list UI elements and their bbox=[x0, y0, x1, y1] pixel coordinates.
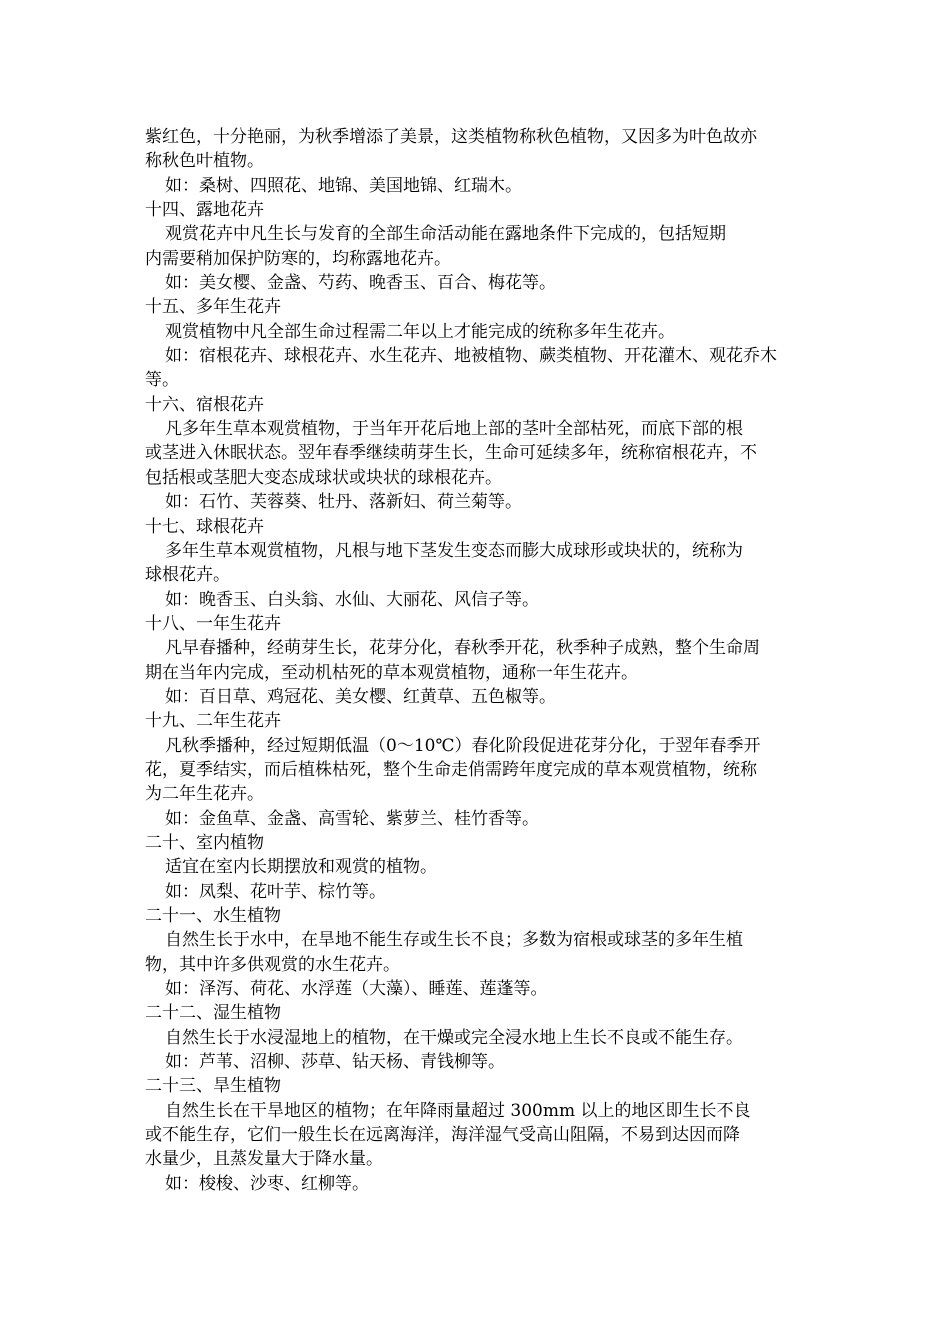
text-line: 如：美女樱、金盏、芍药、晚香玉、百合、梅花等。 bbox=[165, 273, 556, 294]
text-line: 内需要稍加保护防寒的，均称露地花卉。 bbox=[145, 248, 451, 269]
text-line: 二十三、旱生植物 bbox=[145, 1076, 281, 1097]
text-line: 如：梭梭、沙枣、红柳等。 bbox=[165, 1173, 369, 1194]
text-line: 凡秋季播种，经过短期低温（0～10℃）春化阶段促进花芽分化，于翌年春季开 bbox=[165, 735, 761, 756]
text-line: 如：金鱼草、金盏、高雪轮、紫萝兰、桂竹香等。 bbox=[165, 808, 539, 829]
text-line: 多年生草本观赏植物，凡根与地下茎发生变态而膨大成球形或块状的，统称为 bbox=[165, 540, 743, 561]
text-line: 凡多年生草本观赏植物，于当年开花后地上部的茎叶全部枯死，而底下部的根 bbox=[165, 419, 743, 440]
text-line: 包括根或茎肥大变态成球状或块状的球根花卉。 bbox=[145, 467, 502, 488]
text-line: 二十、室内植物 bbox=[145, 832, 264, 853]
text-line: 如：凤梨、花叶芋、棕竹等。 bbox=[165, 881, 386, 902]
text-line: 如：芦苇、沼柳、莎草、钻天杨、青钱柳等。 bbox=[165, 1052, 505, 1073]
text-line: 紫红色，十分艳丽，为秋季增添了美景，这类植物称秋色植物，又因多为叶色故亦 bbox=[145, 127, 757, 147]
text-line: 十八、一年生花卉 bbox=[145, 613, 281, 634]
text-line: 如：桑树、四照花、地锦、美国地锦、红瑞木。 bbox=[165, 175, 522, 196]
text-line: 二十二、湿生植物 bbox=[145, 1003, 281, 1024]
text-line: 为二年生花卉。 bbox=[145, 784, 264, 805]
text-line: 或不能生存，它们一般生长在远离海洋，海洋湿气受高山阻隔，不易到达因而降 bbox=[145, 1125, 740, 1146]
text-line: 期在当年内完成，至动机枯死的草本观赏植物，通称一年生花卉。 bbox=[145, 662, 638, 683]
text-line: 十四、露地花卉 bbox=[145, 200, 264, 221]
text-line: 如：泽泻、荷花、水浮莲（大藻）、睡莲、莲蓬等。 bbox=[165, 979, 548, 1000]
text-line: 观赏植物中凡全部生命过程需二年以上才能完成的统称多年生花卉。 bbox=[165, 321, 675, 342]
text-line: 如：宿根花卉、球根花卉、水生花卉、地被植物、蕨类植物、开花灌木、观花乔木 bbox=[165, 346, 777, 367]
document-body bbox=[145, 125, 810, 1196]
text-line: 适宜在室内长期摆放和观赏的植物。 bbox=[165, 857, 437, 878]
text-line: 十六、宿根花卉 bbox=[145, 394, 264, 415]
text-line: 花，夏季结实，而后植株枯死，整个生命走俏需跨年度完成的草本观赏植物，统称 bbox=[145, 759, 757, 780]
text-line: 观赏花卉中凡生长与发育的全部生命活动能在露地条件下完成的，包括短期 bbox=[165, 224, 726, 245]
text-line: 十七、球根花卉 bbox=[145, 516, 264, 537]
text-line: 如：晚香玉、白头翁、水仙、大丽花、风信子等。 bbox=[165, 589, 539, 610]
text-line: 如：百日草、鸡冠花、美女樱、红黄草、五色椒等。 bbox=[165, 686, 556, 707]
text-line: 水量少，且蒸发量大于降水量。 bbox=[145, 1149, 383, 1170]
text-line: 等。 bbox=[145, 370, 179, 391]
text-line: 球根花卉。 bbox=[145, 565, 230, 586]
text-line: 十五、多年生花卉 bbox=[145, 297, 281, 318]
text-line: 凡早春播种，经萌芽生长，花芽分化，春秋季开花，秋季种子成熟，整个生命周 bbox=[165, 638, 760, 659]
text-line: 自然生长在干旱地区的植物；在年降雨量超过 300mm 以上的地区即生长不良 bbox=[165, 1100, 751, 1121]
text-line: 自然生长于水浸湿地上的植物，在干燥或完全浸水地上生长不良或不能生存。 bbox=[165, 1027, 743, 1048]
text-line: 二十一、水生植物 bbox=[145, 906, 281, 926]
text-line: 如：石竹、芙蓉葵、牡丹、落新妇、荷兰菊等。 bbox=[165, 492, 522, 513]
text-line: 物，其中许多供观赏的水生花卉。 bbox=[145, 954, 400, 975]
text-line: 自然生长于水中，在旱地不能生存或生长不良；多数为宿根或球茎的多年生植 bbox=[165, 930, 743, 951]
text-line: 或茎进入休眠状态。翌年春季继续萌芽生长，生命可延续多年，统称宿根花卉，不 bbox=[145, 443, 757, 464]
text-line: 十九、二年生花卉 bbox=[145, 711, 281, 732]
text-line: 称秋色叶植物。 bbox=[145, 151, 264, 172]
